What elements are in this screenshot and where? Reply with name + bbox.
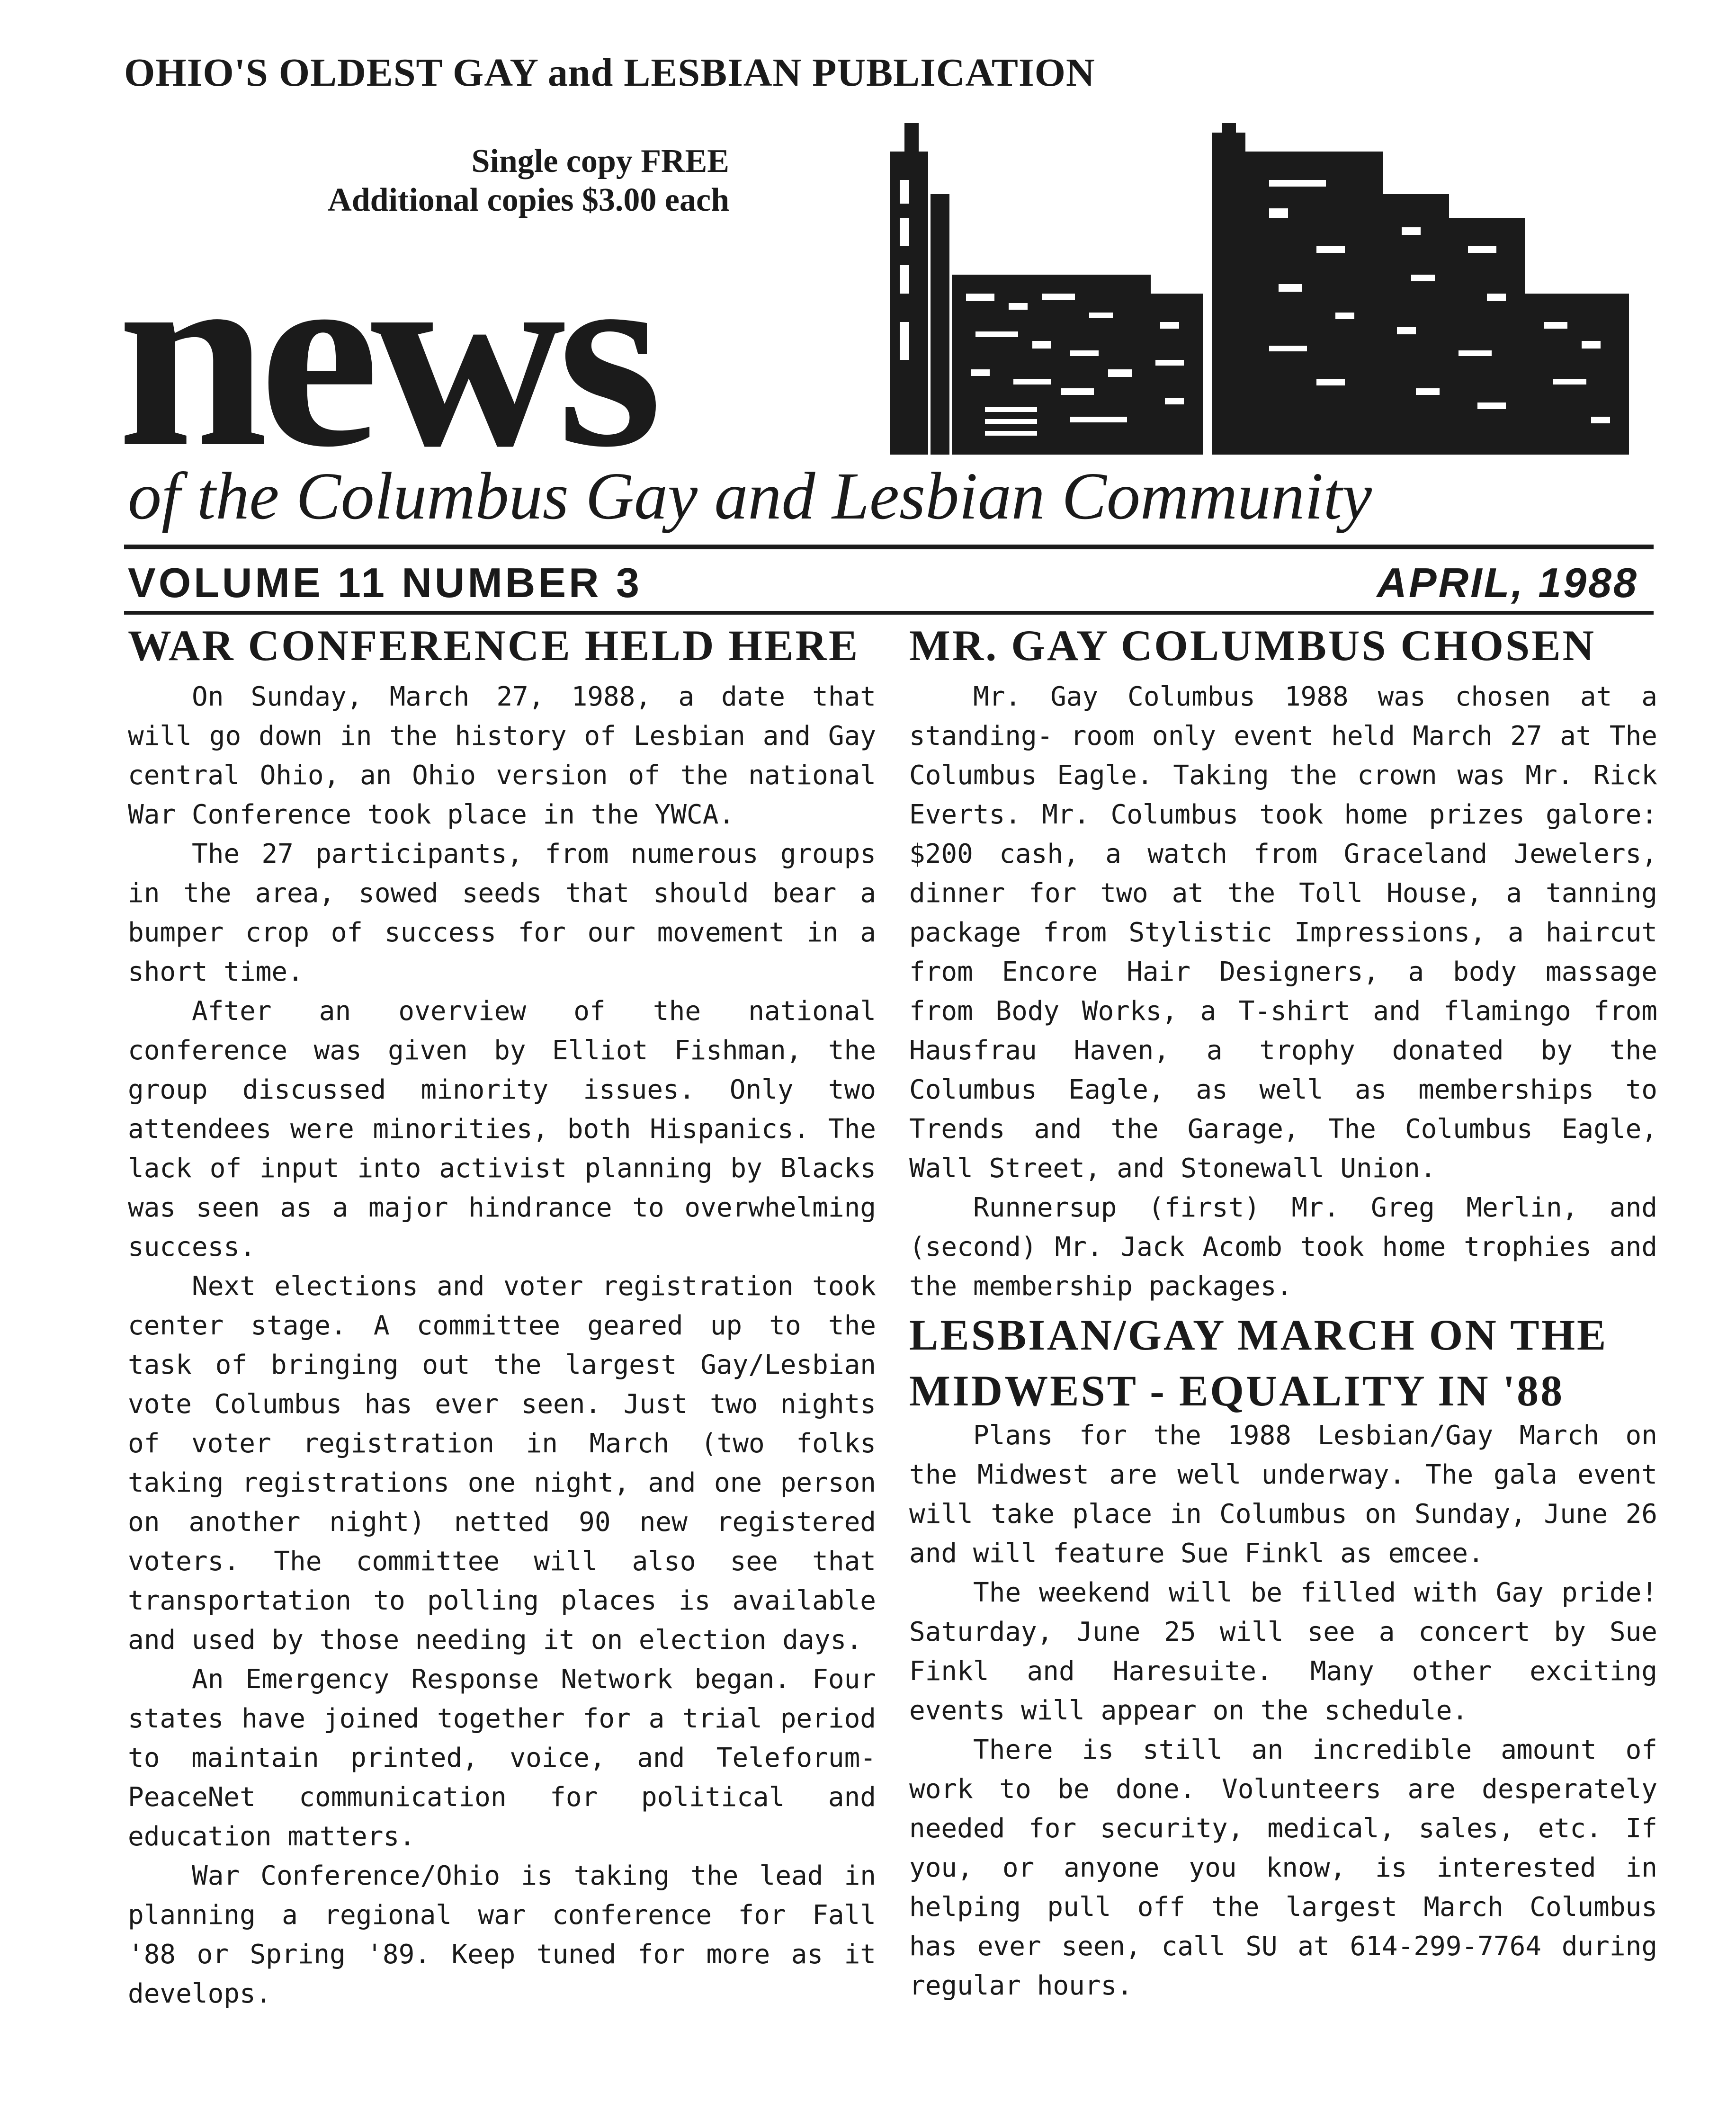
- article-paragraph: After an overview of the national conference was given by Elliot Fishman, the group discussed minority issues. Only two attendees were minorities, both Hispanics. The lack of input into activist planning by Blacks was seen as a major hindrance to overwhelming success.: [128, 996, 876, 1262]
- price-line-free: Single copy FREE: [471, 143, 729, 179]
- article-paragraph: An Emergency Response Network began. Four states have joined together for a trial period to maintain printed, voice, and Teleforum-PeaceNet communication for political and education matters.: [128, 1664, 876, 1852]
- publication-tagline: OHIO'S OLDEST GAY and LESBIAN PUBLICATION: [124, 51, 1095, 95]
- masthead-title: news: [117, 208, 654, 502]
- price-line-additional: Additional copies $3.00 each: [328, 182, 729, 218]
- article-paragraph: Plans for the 1988 Lesbian/Gay March on the Midwest are well underway. The gala event will take place in Columbus on Sunday, June 26 and will feature Sue Finkl as emcee.: [909, 1420, 1657, 1569]
- headline-war-conference: WAR CONFERENCE HELD HERE: [128, 621, 860, 670]
- issue-date: APRIL, 1988: [1377, 559, 1638, 606]
- article-paragraph: Runnersup (first) Mr. Greg Merlin, and (second) Mr. Jack Acomb took home trophies and the membership packages.: [909, 1192, 1657, 1302]
- article-paragraph: Next elections and voter registration took center stage. A committee geared up to the task of bringing out the largest Gay/Lesbian vote Columbus has ever seen. Just two nights of voter registration in March (two folks taking registrations one night, and one person on another night) netted 90 new registered voters. The committee will also see that transportation to polling places is available and used by those needing it on election days.: [128, 1271, 876, 1655]
- article-paragraph: The weekend will be filled with Gay pride! Saturday, June 25 will see a concert by Sue Finkl and Haresuite. Many other exciting events will appear on the schedule.: [909, 1577, 1657, 1726]
- masthead-subtitle: of the Columbus Gay and Lesbian Community: [128, 458, 1372, 533]
- city-skyline-illustration: [890, 123, 1629, 455]
- article-paragraph: Mr. Gay Columbus 1988 was chosen at a standing- room only event held March 27 at The Columbus Eagle. Taking the crown was Mr. Rick Everts. Mr. Columbus took home prizes galore: $200 cash, a watch from Graceland Jewelers, dinner for two at the Toll House, a tanning package from Stylistic Impressions, a haircut from Encore Hair Designers, a body massage from Body Works, a T-shirt and flamingo from Hausfrau Haven, a trophy donated by the Columbus Eagle, as well as memberships to Trends and the Garage, The Columbus Eagle, Wall Street, and Stonewall Union.: [909, 681, 1657, 1184]
- article-march-midwest: [909, 1416, 1657, 2005]
- article-paragraph: There is still an incredible amount of work to be done. Volunteers are desperately needed for security, medical, sales, etc. If you, or anyone you know, is interested in helping pull off the largest March Columbus has ever seen, call SU at 614-299-7764 during regular hours.: [909, 1735, 1657, 2001]
- top-rule: [124, 545, 1654, 549]
- bottom-rule: [124, 611, 1654, 615]
- headline-mr-gay-columbus: MR. GAY COLUMBUS CHOSEN: [909, 621, 1596, 670]
- article-paragraph: War Conference/Ohio is taking the lead in planning a regional war conference for Fall '88 or Spring '89. Keep tuned for more as it develops.: [128, 1860, 876, 2009]
- article-paragraph: The 27 participants, from numerous groups in the area, sowed seeds that should bear a bumper crop of success for our movement in a short time.: [128, 839, 876, 987]
- issue-volume: VOLUME 11 NUMBER 3: [128, 559, 642, 606]
- headline-march-midwest: LESBIAN/GAY MARCH ON THE MIDWEST - EQUALITY IN '88: [909, 1311, 1608, 1415]
- article-war-conference: [128, 677, 876, 2013]
- article-paragraph: On Sunday, March 27, 1988, a date that will go down in the history of Lesbian and Gay central Ohio, an Ohio version of the national War Conference took place in the YWCA.: [128, 681, 876, 830]
- article-mr-gay-columbus: [909, 677, 1657, 1306]
